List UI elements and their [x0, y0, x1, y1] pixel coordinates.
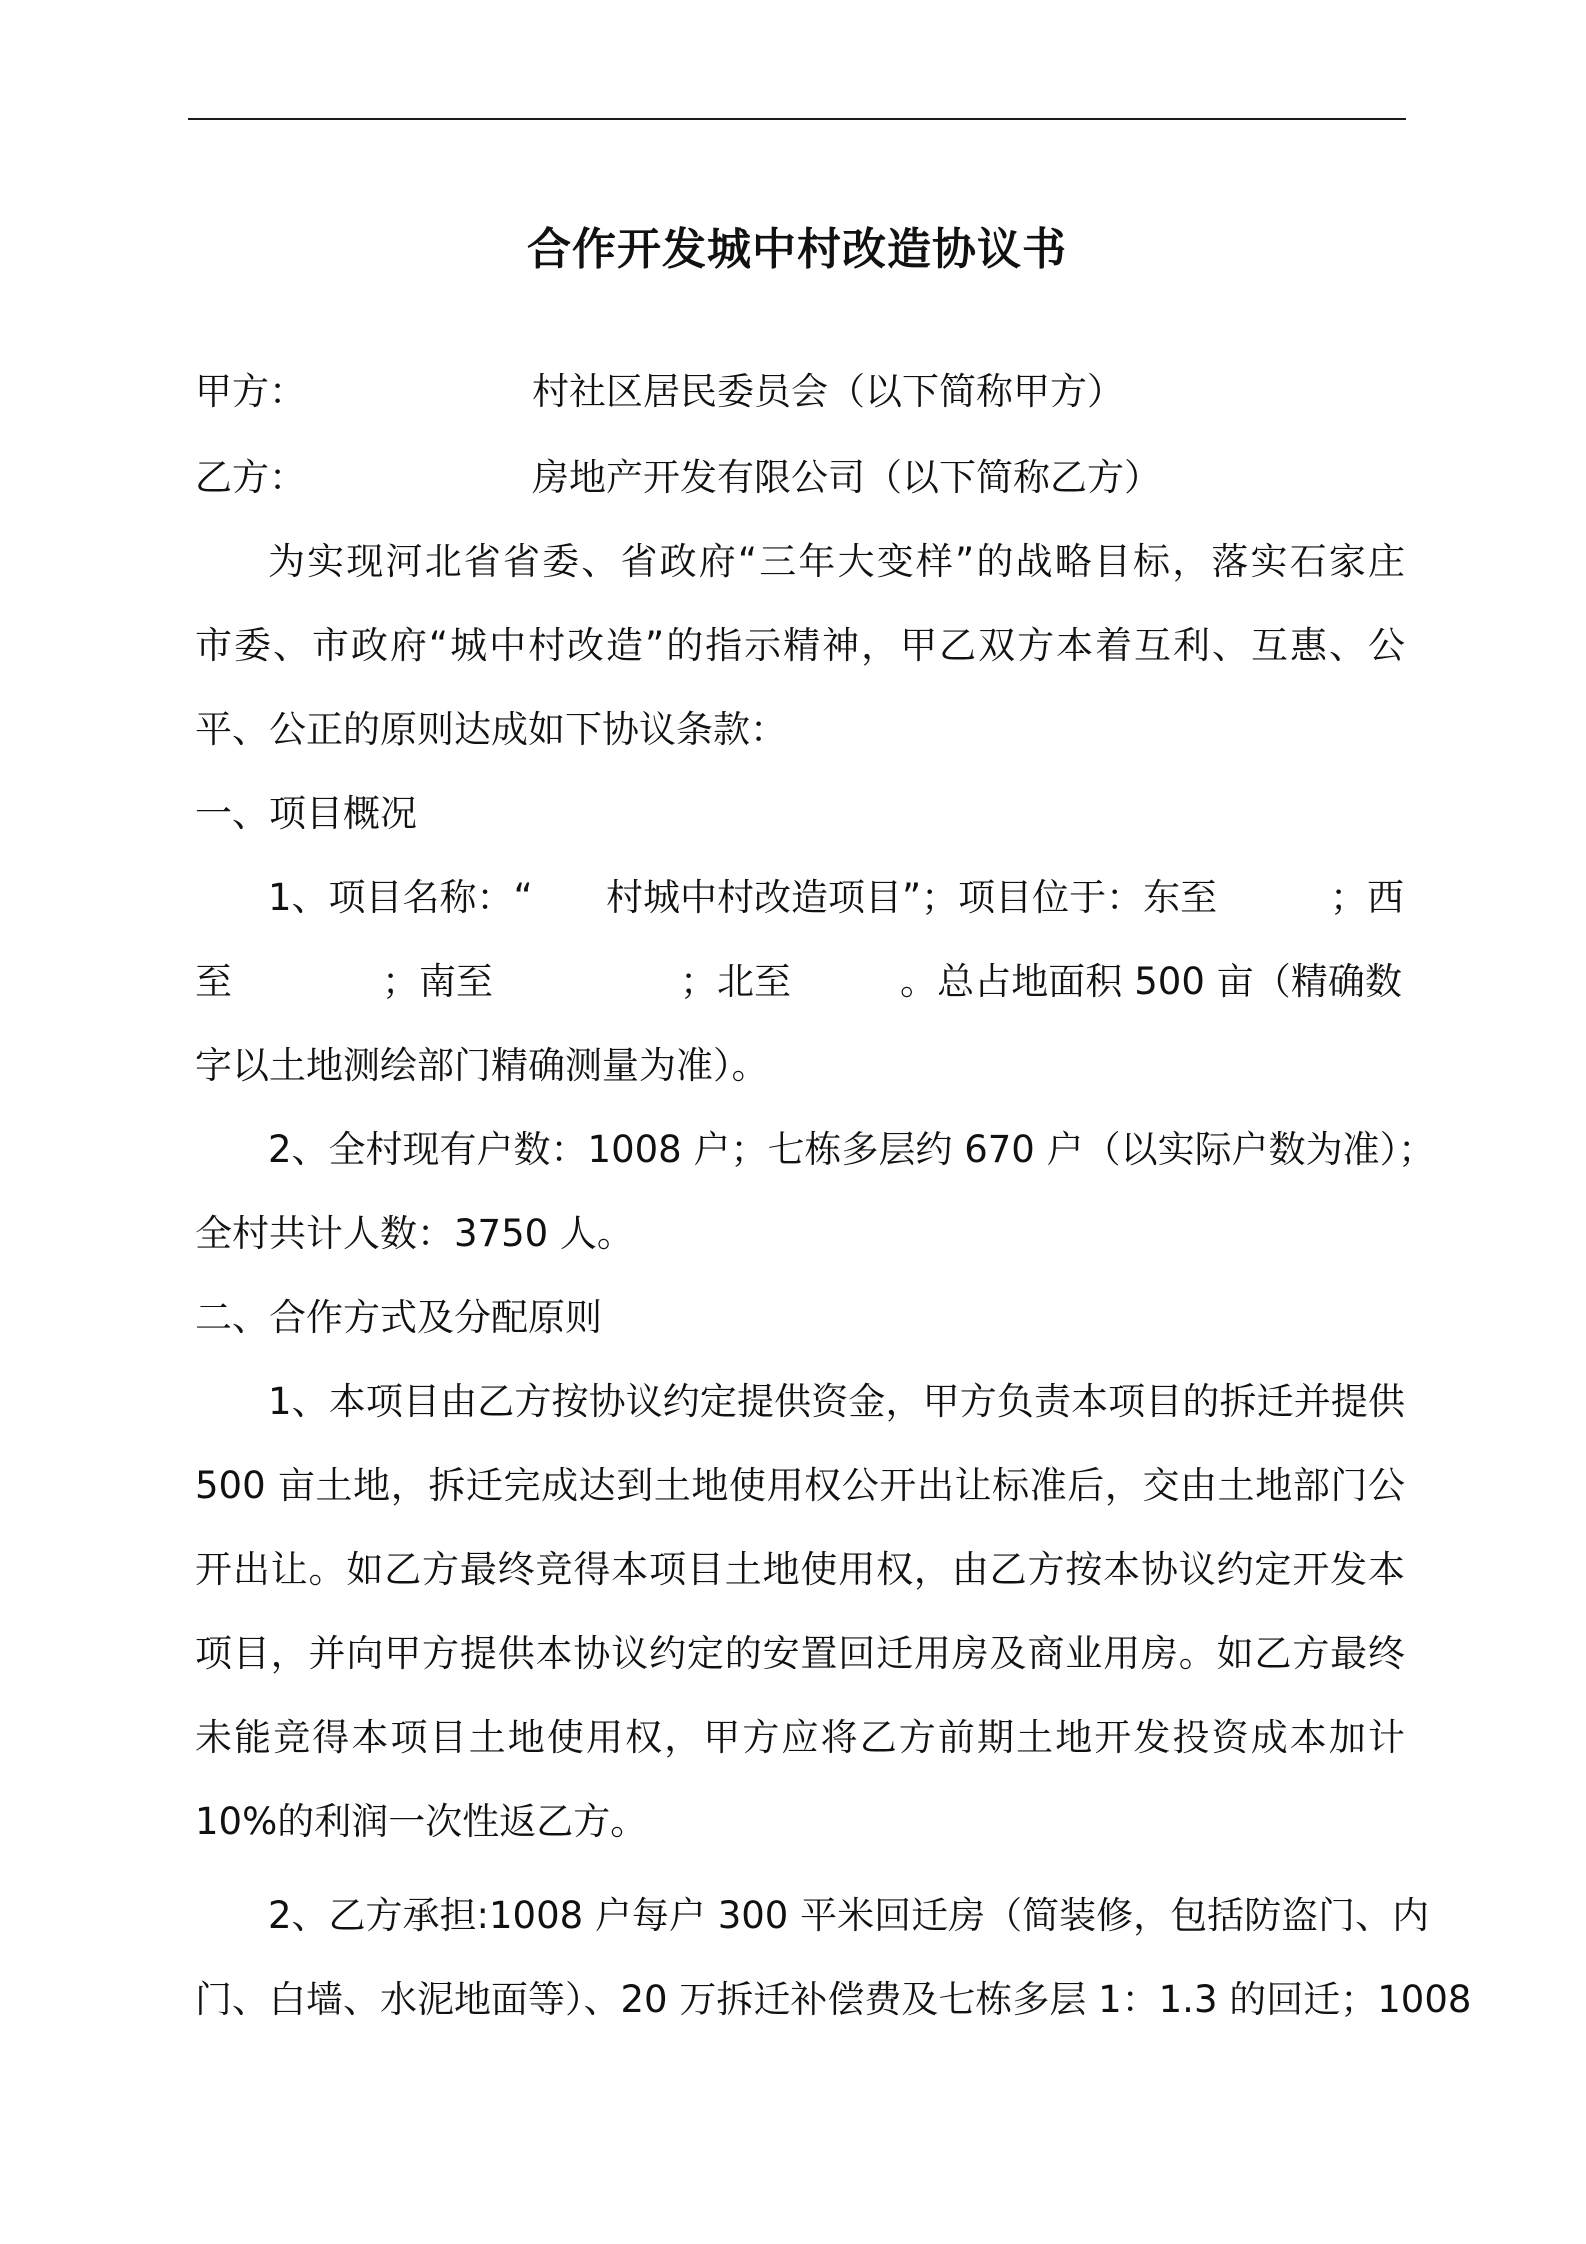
item-2-1-line4: 项目，并向甲方提供本协议约定的安置回迁用房及商业用房。如乙方最终: [195, 1632, 1405, 1675]
party-a-value: 村社区居民委员会（以下简称甲方）: [532, 370, 1124, 413]
preamble-line-3: 平、公正的原则达成如下协议条款：: [195, 708, 787, 751]
party-a-label: 甲方：: [195, 370, 306, 413]
section-1-heading: 一、项目概况: [195, 792, 417, 835]
preamble-line-1: 为实现河北省省委、省政府“三年大变样”的战略目标，落实石家庄: [268, 540, 1405, 583]
item-2-1-line2: 500 亩土地，拆迁完成达到土地使用权公开出让标准后，交由土地部门公: [195, 1464, 1405, 1507]
party-b-value: 房地产开发有限公司（以下简称乙方）: [532, 456, 1161, 499]
party-b-label: 乙方：: [195, 456, 306, 499]
item-1-1-part-c: ；西: [1330, 876, 1404, 919]
item-1-1-part-a: 1、项目名称：“: [268, 876, 533, 919]
item-1-1-line2-part-b: ；南至: [382, 960, 493, 1003]
item-2-1-line6: 10%的利润一次性返乙方。: [195, 1800, 648, 1843]
item-2-2-line1: 2、乙方承担:1008 户每户 300 平米回迁房（简装修，包括防盗门、内: [268, 1894, 1430, 1937]
section-2-heading: 二、合作方式及分配原则: [195, 1296, 602, 1339]
header-rule: [188, 118, 1406, 120]
item-1-1-line3: 字以土地测绘部门精确测量为准）。: [195, 1044, 769, 1087]
item-2-1-line5: 未能竞得本项目土地使用权，甲方应将乙方前期土地开发投资成本加计: [195, 1716, 1405, 1759]
item-2-1-line1: 1、本项目由乙方按协议约定提供资金，甲方负责本项目的拆迁并提供: [268, 1380, 1405, 1423]
item-1-1-line2-part-a: 至: [195, 960, 232, 1003]
item-1-2-line1: 2、全村现有户数：1008 户；七栋多层约 670 户（以实际户数为准）；: [268, 1128, 1436, 1171]
item-1-1-line2-part-c: ；北至: [680, 960, 791, 1003]
item-1-2-line2: 全村共计人数：3750 人。: [195, 1212, 634, 1255]
item-1-1-line2-part-d: 。总占地面积 500 亩（精确数: [900, 960, 1402, 1003]
document-title: 合作开发城中村改造协议书: [527, 224, 1067, 275]
preamble-line-2: 市委、市政府“城中村改造”的指示精神，甲乙双方本着互利、互惠、公: [195, 624, 1405, 667]
item-2-2-line2: 门、白墙、水泥地面等）、20 万拆迁补偿费及七栋多层 1：1.3 的回迁；1008: [195, 1978, 1472, 2021]
item-2-1-line3: 开出让。如乙方最终竞得本项目土地使用权，由乙方按本协议约定开发本: [195, 1548, 1405, 1591]
item-1-1-part-b: 村城中村改造项目”；项目位于：东至: [606, 876, 1218, 919]
